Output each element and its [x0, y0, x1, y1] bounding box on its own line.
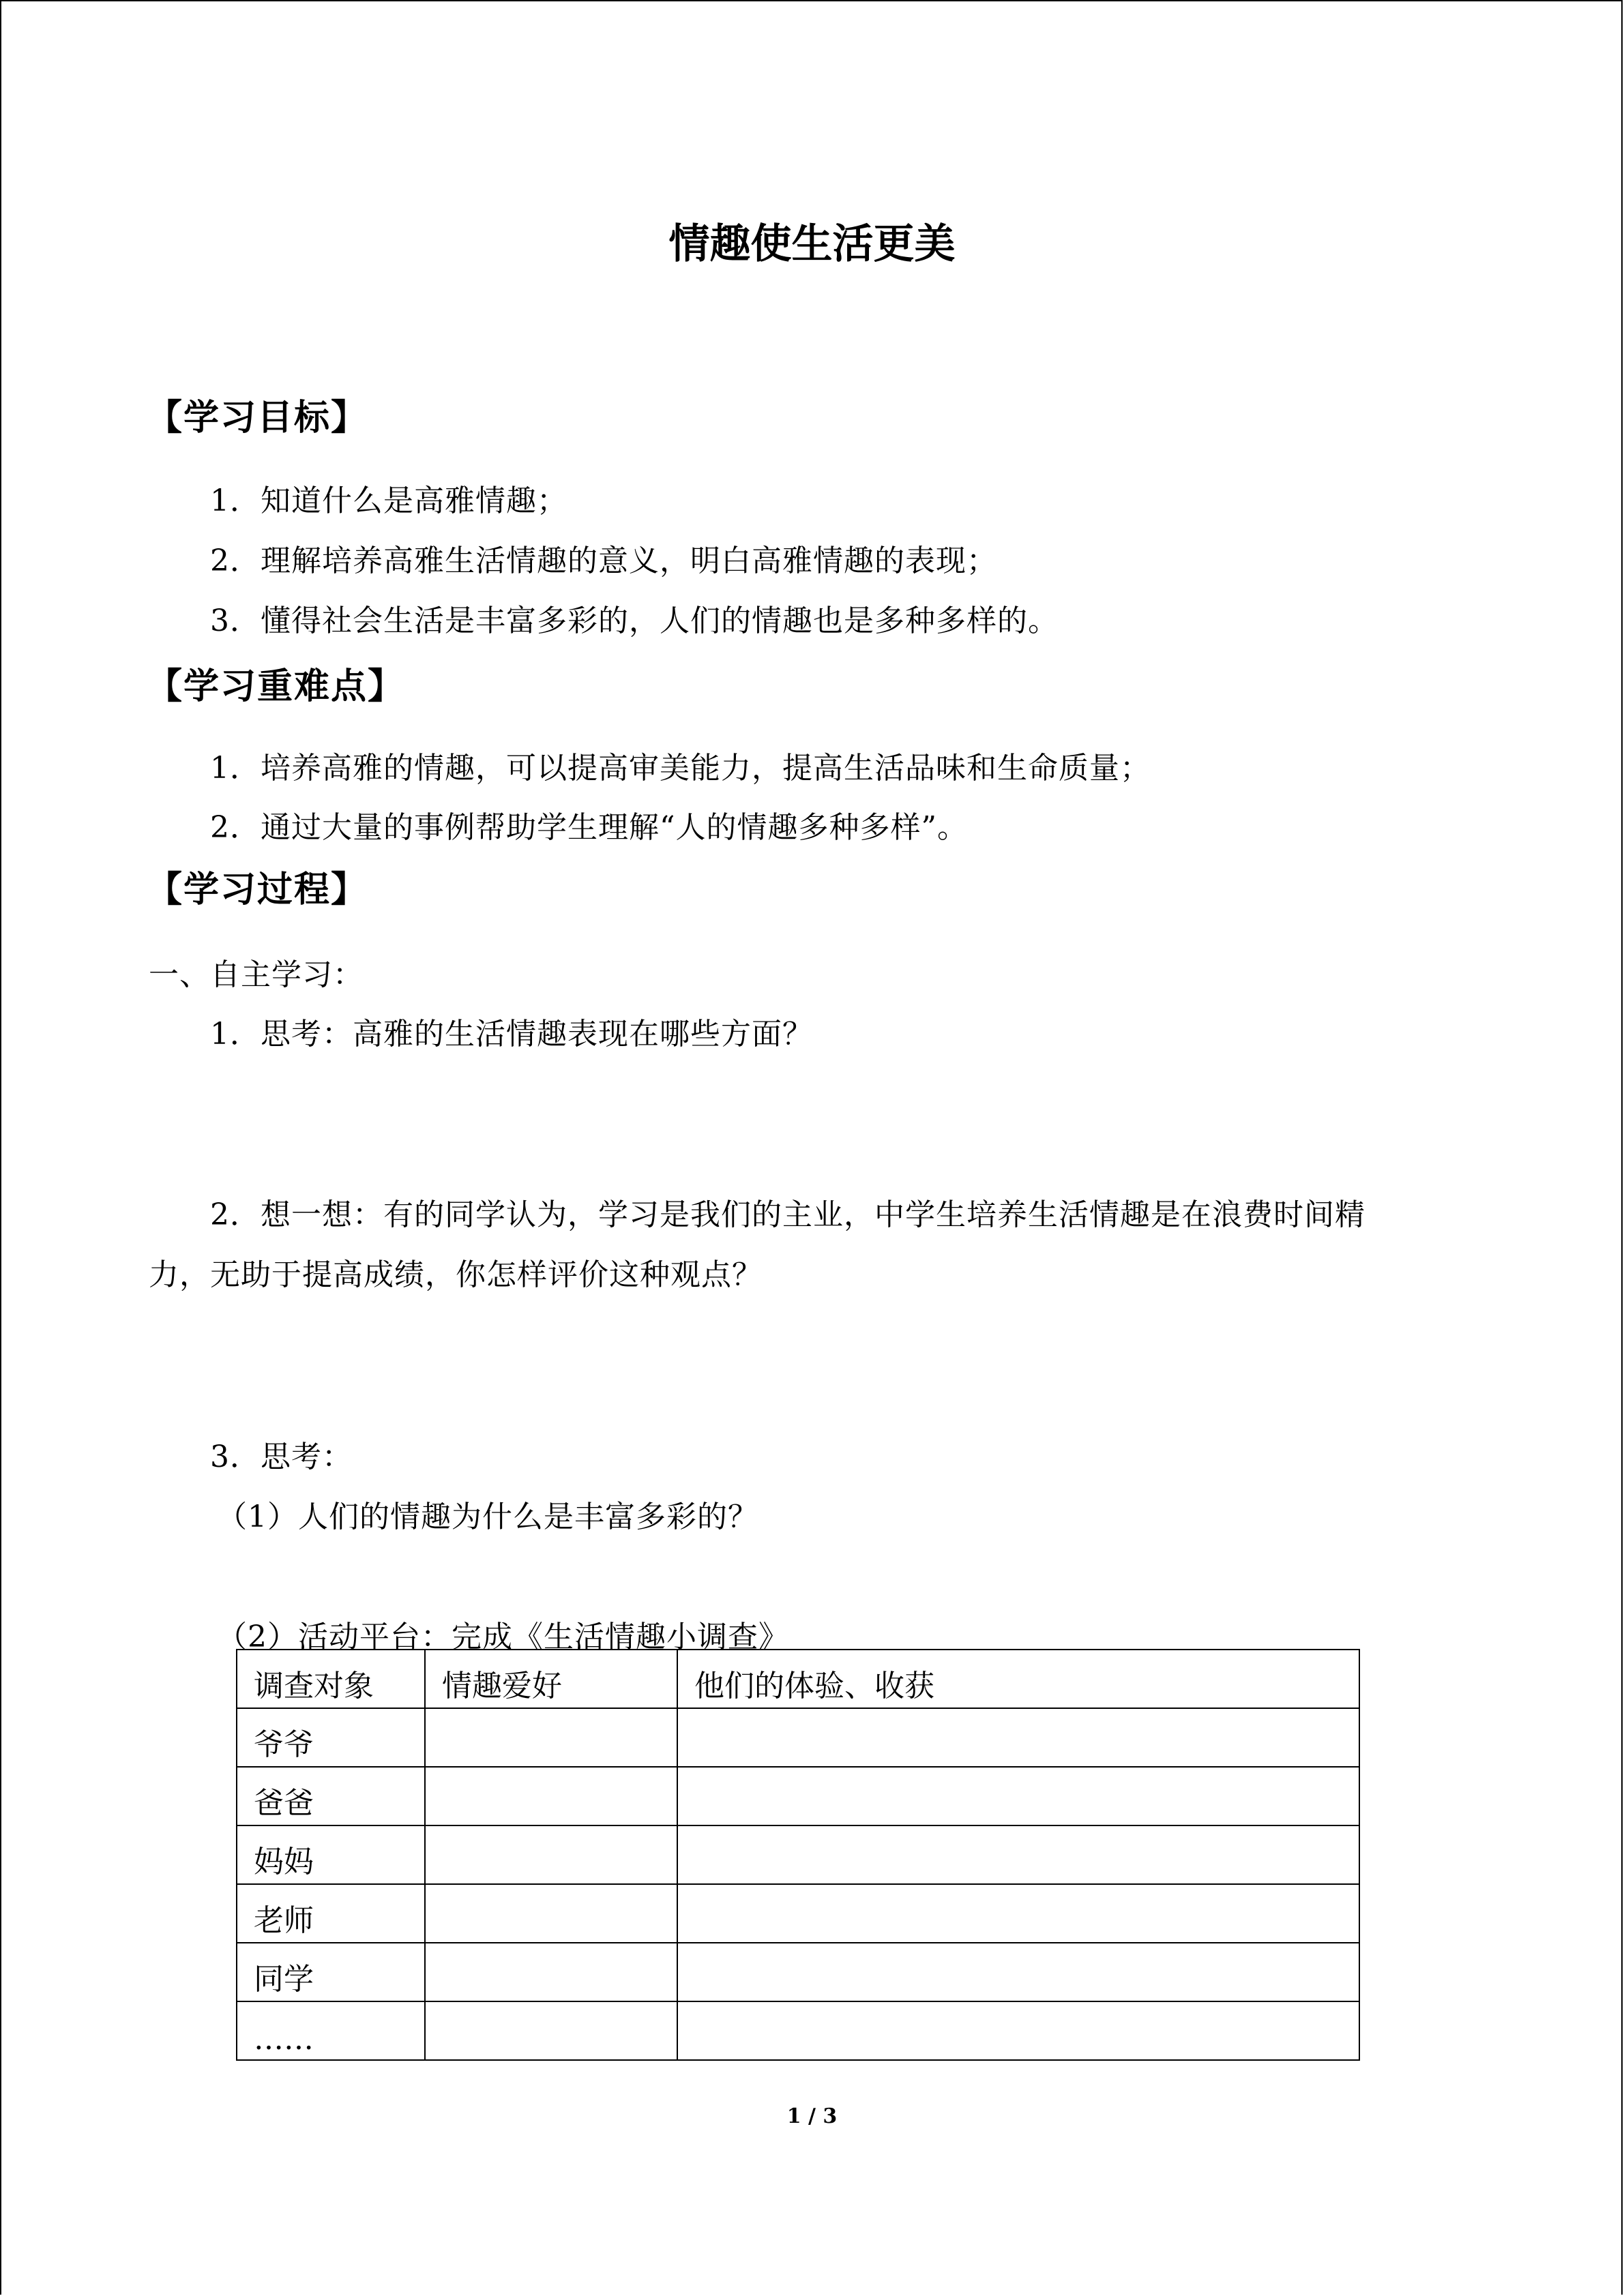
question-3-1: （1）人们的情趣为什么是丰富多彩的？: [217, 1500, 758, 1534]
objective-item-2: 2．理解培养高雅生活情趣的意义，明白高雅情趣的表现；: [210, 543, 997, 578]
key-point-item-1: 1．培养高雅的情趣，可以提高审美能力，提高生活品味和生命质量；: [210, 751, 1151, 786]
table-row: [237, 1767, 1359, 1825]
table-cell-hobby: [425, 1884, 677, 1943]
page-number: 1 / 3: [786, 2104, 838, 2128]
table-cell-experience: [677, 1767, 1359, 1825]
key-point-item-2: 2．通过大量的事例帮助学生理解“人的情趣多种多样”。: [210, 810, 968, 845]
table-header-row: [237, 1650, 1359, 1708]
table-cell-experience: [677, 2001, 1359, 2060]
table-cell-hobby: [425, 1708, 677, 1767]
question-1: 1．思考：高雅的生活情趣表现在哪些方面？: [210, 1017, 813, 1052]
table-cell-experience: [677, 1884, 1359, 1943]
table-cell-experience: [677, 1825, 1359, 1884]
table-cell-hobby: [425, 1825, 677, 1884]
table-row: [237, 1884, 1359, 1943]
question-2-line-1: 2．想一想：有的同学认为，学习是我们的主业，中学生培养生活情趣是在浪费时间精: [210, 1197, 1365, 1232]
document-title: 情趣使生活更美: [668, 220, 956, 268]
table-cell-subject: 爸爸: [237, 1767, 425, 1825]
table-row: [237, 1825, 1359, 1884]
table-cell-hobby: [425, 1767, 677, 1825]
table-row: [237, 1943, 1359, 2001]
heading-key-points: 【学习重难点】: [147, 666, 405, 707]
table-cell-subject: ……: [237, 2001, 425, 2060]
table-cell-subject: 妈妈: [237, 1825, 425, 1884]
table-row: [237, 1708, 1359, 1767]
table-header-cell: 调查对象: [237, 1650, 425, 1708]
question-3: 3．思考：: [210, 1440, 353, 1474]
objective-item-1: 1．知道什么是高雅情趣；: [210, 483, 567, 518]
question-2-line-2: 力，无助于提高成绩，你怎样评价这种观点？: [149, 1257, 763, 1292]
table-cell-hobby: [425, 2001, 677, 2060]
table-header-cell: 他们的体验、收获: [677, 1650, 1359, 1708]
table-cell-subject: 老师: [237, 1884, 425, 1943]
survey-table: [236, 1649, 1360, 2061]
heading-process: 【学习过程】: [147, 869, 368, 910]
table-row: [237, 2001, 1359, 2060]
table-header-cell: 情趣爱好: [425, 1650, 677, 1708]
self-study-label: 一、自主学习：: [149, 957, 364, 992]
table-cell-subject: 爷爷: [237, 1708, 425, 1767]
heading-objectives: 【学习目标】: [147, 398, 368, 438]
table-cell-hobby: [425, 1943, 677, 2001]
question-3-2: （2）活动平台：完成《生活情趣小调查》: [217, 1620, 789, 1654]
table-cell-experience: [677, 1708, 1359, 1767]
table-cell-subject: 同学: [237, 1943, 425, 2001]
objective-item-3: 3．懂得社会生活是丰富多彩的，人们的情趣也是多种多样的。: [210, 603, 1059, 638]
table-cell-experience: [677, 1943, 1359, 2001]
